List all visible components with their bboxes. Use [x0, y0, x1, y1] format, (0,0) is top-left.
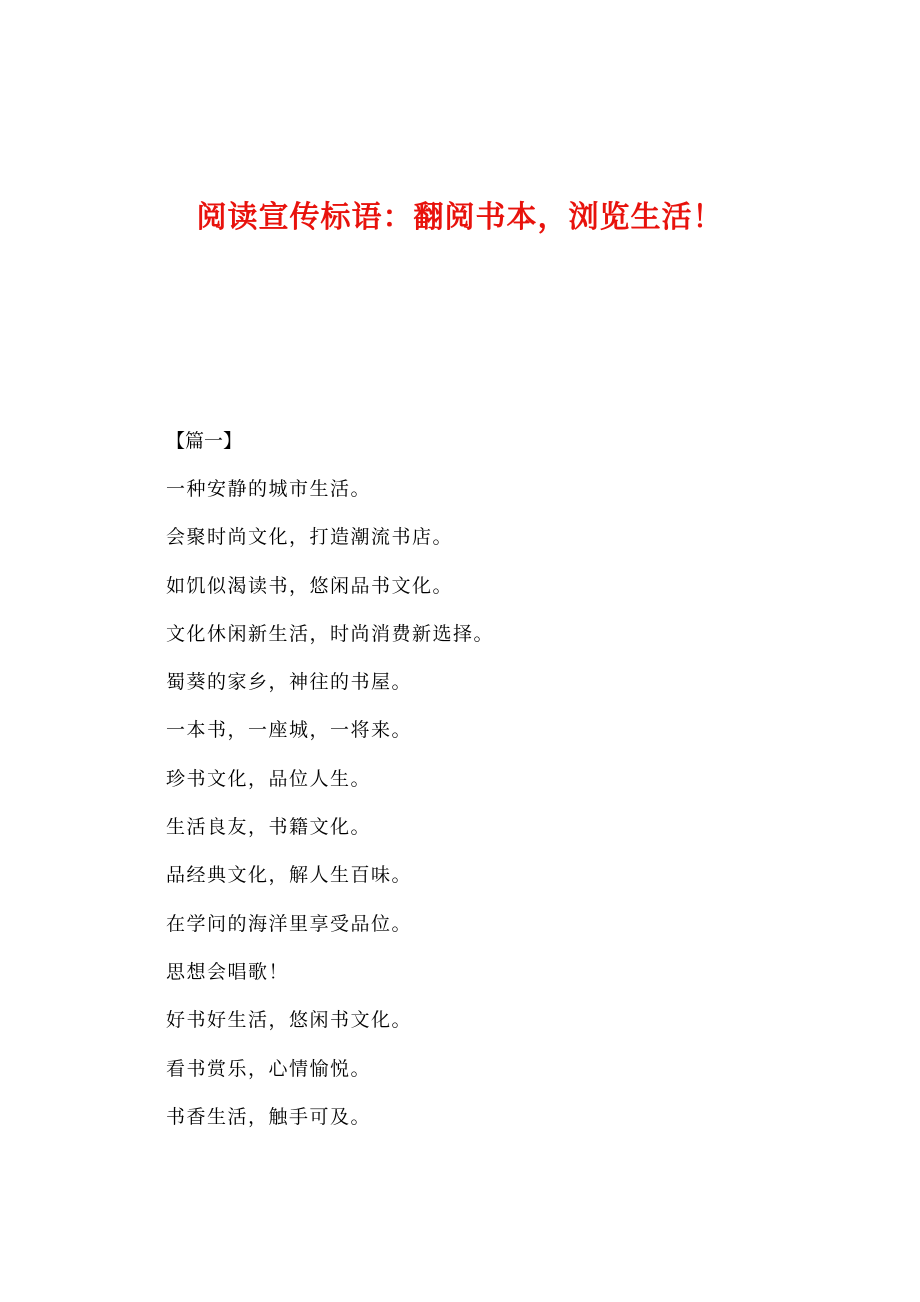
section-label: 【篇一】	[166, 430, 243, 452]
document-title: 阅读宣传标语：翻阅书本，浏览生活！	[196, 200, 724, 235]
slogan-line: 文化休闲新生活，时尚消费新选择。	[166, 622, 495, 645]
slogan-line: 好书好生活，悠闲书文化。	[166, 1009, 413, 1032]
slogan-line: 如饥似渴读书，悠闲品书文化。	[166, 574, 454, 597]
slogan-line: 蜀葵的家乡，神往的书屋。	[166, 671, 413, 694]
slogan-line: 一种安静的城市生活。	[166, 478, 372, 500]
slogan-line: 看书赏乐，心情愉悦。	[166, 1057, 372, 1080]
slogan-list	[166, 474, 494, 1150]
slogan-line: 品经典文化，解人生百味。	[166, 864, 413, 887]
slogan-line: 在学问的海洋里享受品位。	[166, 912, 413, 935]
slogan-line: 珍书文化，品位人生。	[166, 767, 372, 790]
slogan-line: 思想会唱歌！	[166, 960, 290, 983]
slogan-line: 书香生活，触手可及。	[166, 1105, 372, 1128]
slogan-line: 一本书，一座城，一将来。	[166, 719, 413, 742]
slogan-line: 会聚时尚文化，打造潮流书店。	[166, 526, 454, 549]
slogan-line: 生活良友，书籍文化。	[166, 816, 372, 839]
